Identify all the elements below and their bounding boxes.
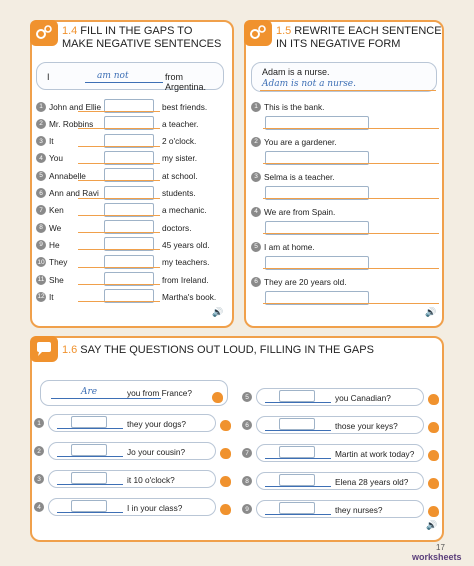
title-line-2: MAKE NEGATIVE SENTENCES (62, 38, 222, 50)
list-item (251, 135, 337, 148)
answer-input[interactable] (279, 502, 315, 514)
answer-input[interactable] (279, 390, 315, 402)
exercise-1-4-title (62, 25, 221, 51)
list-item (36, 187, 232, 200)
answer-line (263, 268, 439, 269)
answer-input[interactable] (71, 416, 107, 428)
answer-line (78, 284, 160, 285)
item-subject: Ann and Ravi (49, 188, 99, 198)
speaker-icon[interactable]: 🔊 (212, 307, 224, 317)
item-rest: a teacher. (162, 118, 199, 129)
answer-line (263, 163, 439, 164)
item-subject: She (49, 274, 64, 285)
answer-line (78, 111, 160, 112)
item-number: 3 (34, 474, 44, 484)
item-number: 3 (36, 136, 46, 146)
list-item (36, 117, 232, 130)
item-rest: from Ireland. (162, 274, 209, 285)
title-line-2: IN ITS NEGATIVE FORM (276, 38, 401, 50)
speaking-head-icon (428, 506, 439, 517)
example-sentence: Adam is a nurse. (262, 67, 330, 77)
answer-line (265, 514, 331, 515)
item-number: 5 (242, 392, 252, 402)
exercise-1-6-left-list (34, 414, 234, 534)
list-item (36, 135, 232, 148)
brand-logo: worksheets (412, 552, 462, 562)
speaker-icon[interactable]: 🔊 (426, 520, 438, 530)
example-rest: you from France? (127, 388, 193, 398)
answer-line (263, 128, 439, 129)
speaking-head-icon (428, 450, 439, 461)
item-number: 12 (37, 293, 45, 301)
answer-input[interactable] (279, 446, 315, 458)
item-rest: my sister. (162, 153, 198, 164)
exercise-1-6-title (62, 344, 374, 357)
answer-line (78, 163, 160, 164)
speaking-head-icon (428, 422, 439, 433)
exercise-number: 1.6 (62, 344, 78, 356)
example-after: from Argentina. (165, 72, 207, 92)
speaking-head-icon (220, 504, 231, 515)
item-number: 1 (34, 418, 44, 428)
list-item (251, 275, 347, 288)
example-box (36, 62, 224, 90)
answer-line (78, 146, 160, 147)
item-number: 11 (37, 276, 45, 283)
title-line-1: REWRITE EACH SENTENCE (294, 25, 442, 37)
item-subject: John and Ellie (49, 101, 102, 112)
exercise-1-4-list (36, 100, 232, 315)
example-answer-line (85, 82, 163, 83)
answer-input[interactable] (71, 472, 107, 484)
answer-line (78, 267, 160, 268)
item-subject: He (49, 239, 60, 250)
answer-line (78, 249, 160, 250)
gears-icon (30, 20, 58, 46)
list-item (36, 204, 232, 217)
answer-line (78, 232, 160, 233)
answer-line (263, 233, 439, 234)
item-number: 2 (34, 446, 44, 456)
item-number: 3 (251, 172, 261, 182)
title-line-1: FILL IN THE GAPS TO (80, 25, 193, 37)
answer-line (78, 128, 160, 129)
answer-input[interactable] (279, 474, 315, 486)
item-sentence: You are a gardener. (264, 136, 337, 147)
item-sentence: This is the bank. (264, 101, 325, 112)
item-subject: Annabelle (49, 170, 86, 181)
speaking-head-icon (220, 476, 231, 487)
answer-line (57, 428, 123, 429)
question-bubble (256, 500, 424, 518)
example-bubble (40, 380, 228, 406)
list-item (251, 205, 335, 218)
example-box (251, 62, 437, 92)
item-number: 9 (242, 504, 252, 514)
item-number: 7 (242, 448, 252, 458)
question-text: Elena 28 years old? (335, 477, 409, 487)
item-number: 8 (36, 223, 46, 233)
example-answer: am not (97, 71, 129, 81)
item-rest: 2 o'clock. (162, 136, 197, 147)
question-text: Martin at work today? (335, 449, 415, 459)
item-number: 6 (251, 277, 261, 287)
answer-input[interactable] (71, 500, 107, 512)
item-number: 2 (36, 119, 46, 129)
question-bubble (256, 416, 424, 434)
question-text: those your keys? (335, 421, 398, 431)
exercise-1-5-title (276, 25, 442, 51)
list-item (36, 273, 232, 286)
item-number: 2 (251, 137, 261, 147)
answer-line (57, 512, 123, 513)
speaking-head-icon (212, 392, 223, 403)
question-bubble (48, 470, 216, 488)
question-text: they your dogs? (127, 419, 187, 429)
item-number: 4 (34, 502, 44, 512)
answer-line (57, 456, 123, 457)
item-number: 5 (251, 242, 261, 252)
item-number: 8 (242, 476, 252, 486)
list-item (251, 170, 335, 183)
item-number: 6 (36, 188, 46, 198)
list-item (36, 256, 232, 269)
answer-line (265, 486, 331, 487)
speech-bubble-icon (30, 336, 58, 362)
answer-line (265, 458, 331, 459)
item-rest: students. (162, 188, 196, 198)
question-bubble (48, 498, 216, 516)
item-number: 4 (251, 207, 261, 217)
item-number: 9 (36, 240, 46, 250)
exercise-number: 1.5 (276, 25, 292, 37)
answer-line (78, 301, 160, 302)
item-rest: best friends. (162, 101, 208, 112)
item-rest: 45 years old. (162, 239, 210, 250)
example-answer: Adam is not a nurse. (262, 79, 356, 89)
question-bubble (256, 388, 424, 406)
list-item (36, 290, 232, 303)
item-number: 4 (36, 153, 46, 163)
list-item (36, 100, 232, 113)
item-subject: Mr. Robbins (49, 118, 94, 129)
item-rest: at school. (162, 170, 198, 181)
item-number: 1 (36, 102, 46, 112)
item-number: 5 (36, 171, 46, 181)
list-item (251, 240, 315, 253)
answer-input[interactable] (279, 418, 315, 430)
page-number: 17 (436, 543, 445, 552)
item-rest: Martha's book. (162, 291, 217, 302)
question-bubble (256, 444, 424, 462)
item-subject: You (49, 153, 64, 164)
item-subject: It (49, 291, 54, 302)
speaking-head-icon (220, 448, 231, 459)
item-subject: It (49, 136, 54, 147)
exercise-number: 1.4 (62, 25, 78, 37)
question-bubble (48, 414, 216, 432)
item-sentence: Selma is a teacher. (264, 171, 335, 182)
exercise-1-5-list (251, 100, 441, 315)
answer-line (265, 430, 331, 431)
item-rest: doctors. (162, 222, 192, 233)
example-answer-line (260, 90, 436, 91)
answer-line (265, 402, 331, 403)
gears-icon (244, 20, 272, 46)
list-item (36, 152, 232, 165)
item-rest: a mechanic. (162, 205, 207, 216)
question-bubble (48, 442, 216, 460)
item-rest: my teachers. (162, 257, 210, 268)
list-item (251, 100, 324, 113)
speaking-head-icon (428, 394, 439, 405)
item-number: 10 (37, 258, 45, 266)
item-sentence: We are from Spain. (264, 206, 336, 217)
answer-line (57, 484, 123, 485)
list-item (36, 169, 232, 182)
question-text: it 10 o'clock? (127, 475, 175, 485)
answer-line (78, 180, 160, 181)
item-subject: Ken (49, 205, 64, 216)
answer-input[interactable] (71, 444, 107, 456)
speaker-icon[interactable]: 🔊 (425, 307, 437, 317)
list-item (36, 238, 232, 251)
answer-line (78, 215, 160, 216)
question-text: they nurses? (335, 505, 383, 515)
list-item (36, 221, 232, 234)
item-number: 6 (242, 420, 252, 430)
question-text: Jo your cousin? (127, 447, 186, 457)
item-number: 7 (36, 205, 46, 215)
speaking-head-icon (428, 478, 439, 489)
item-subject: They (49, 257, 68, 268)
item-subject: We (49, 222, 62, 233)
question-bubble (256, 472, 424, 490)
answer-line (263, 303, 439, 304)
item-sentence: They are 20 years old. (264, 276, 347, 287)
example-answer-line (51, 398, 161, 399)
item-number: 1 (251, 102, 261, 112)
example-before: I (47, 72, 50, 82)
example-answer: Are (81, 387, 98, 397)
exercise-1-6-right-list (242, 388, 442, 528)
answer-line (263, 198, 439, 199)
speaking-head-icon (220, 420, 231, 431)
item-sentence: I am at home. (264, 241, 315, 252)
title-text: SAY THE QUESTIONS OUT LOUD, FILLING IN THE GAPS (80, 344, 374, 356)
question-text: you Canadian? (335, 393, 391, 403)
answer-line (78, 198, 160, 199)
question-text: I in your class? (127, 503, 183, 513)
